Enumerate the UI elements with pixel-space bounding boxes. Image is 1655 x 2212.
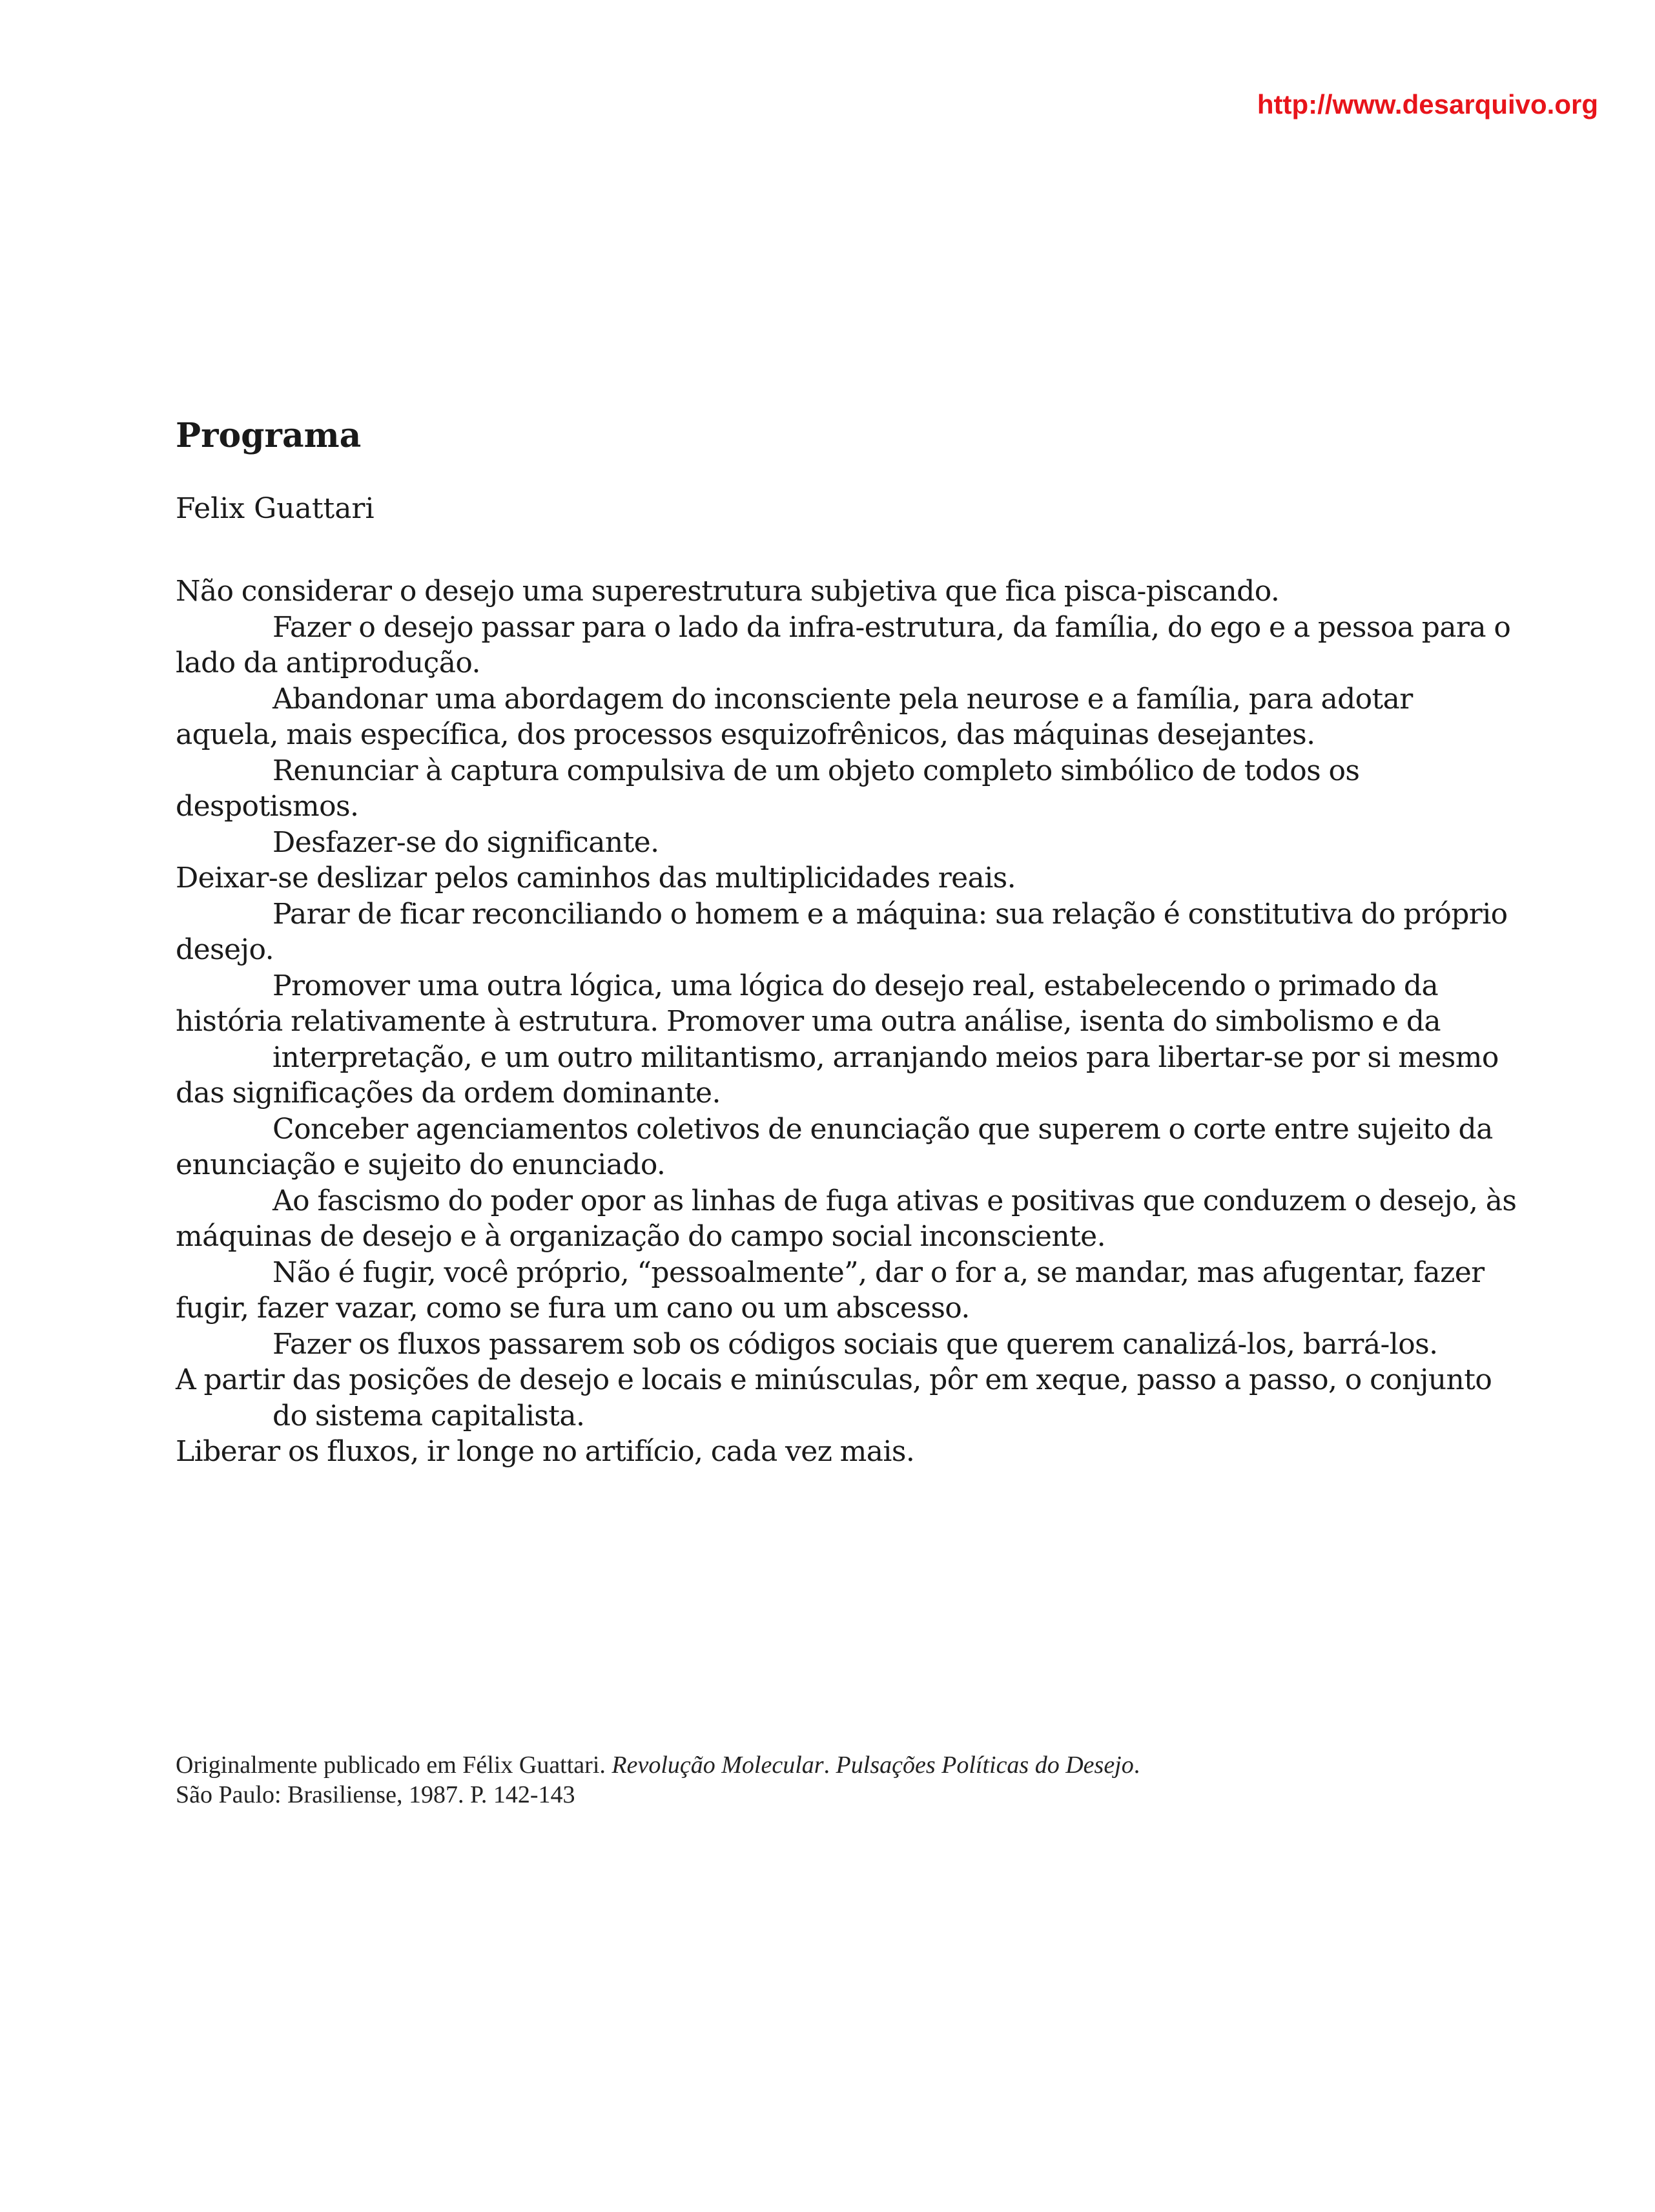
document-content — [176, 413, 1519, 1470]
citation-line-1 — [176, 1750, 1532, 1780]
paragraph: Promover uma outra lógica, uma lógica do desejo real, estabelecendo o primado da história relativamente à estrutura. Promover uma outra análise, isenta do simbolismo e da — [176, 969, 1441, 1038]
book-title: Revolução Molecular — [612, 1752, 824, 1779]
paragraph: Fazer os fluxos passarem sob os códigos sociais que querem canalizá-los, barrá-los. — [272, 1327, 1438, 1361]
citation-end: . — [1133, 1752, 1140, 1779]
paragraph: Não é fugir, você próprio, “pessoalmente”, dar o for a, se mandar, mas afugentar, fazer fugir, fazer vazar, como se fura um cano ou um abscesso. — [176, 1256, 1485, 1325]
paragraph: Ao fascismo do poder opor as linhas de fuga ativas e positivas que conduzem o desejo, às máquinas de desejo e à organização do campo social inconsciente. — [176, 1184, 1517, 1253]
paragraph: Conceber agenciamentos coletivos de enunciação que superem o corte entre sujeito da enunciação e sujeito do enunciado. — [176, 1112, 1493, 1181]
paragraph: Renunciar à captura compulsiva de um objeto completo simbólico de todos os despotismos. — [176, 754, 1360, 823]
paragraph: Não considerar o desejo uma superestrutura subjetiva que fica pisca-piscando. — [176, 575, 1280, 608]
paragraph: A partir das posições de desejo e locais e minúsculas, pôr em xeque, passo a passo, o conjunto do sistema capitalista. — [176, 1363, 1492, 1432]
paragraph: Deixar-se deslizar pelos caminhos das multiplicidades reais. — [176, 862, 1016, 894]
document-body — [176, 574, 1519, 1470]
citation-prefix: Originalmente publicado em Félix Guattari. — [176, 1752, 612, 1779]
source-citation — [176, 1750, 1532, 1810]
citation-line-2: São Paulo: Brasiliense, 1987. P. 142-143 — [176, 1781, 575, 1808]
paragraph: Liberar os fluxos, ir longe no artifício, cada vez mais. — [176, 1435, 915, 1468]
document-title: Programa — [176, 416, 362, 455]
book-subtitle: Pulsações Políticas do Desejo — [836, 1752, 1134, 1779]
document-author: Felix Guattari — [176, 492, 375, 525]
paragraph: Parar de ficar reconciliando o homem e a máquina: sua relação é constitutiva do próprio desejo. — [176, 897, 1508, 966]
site-url-link[interactable]: http://www.desarquivo.org — [1257, 89, 1598, 119]
paragraph: Fazer o desejo passar para o lado da infra-estrutura, da família, do ego e a pessoa para o lado da antiprodução. — [176, 610, 1511, 679]
paragraph: interpretação, e um outro militantismo, arranjando meios para libertar-se por si mesmo das significações da ordem dominante. — [176, 1040, 1499, 1110]
citation-separator: . — [823, 1752, 836, 1779]
paragraph: Desfazer-se do significante. — [272, 825, 659, 859]
paragraph: Abandonar uma abordagem do inconsciente pela neurose e a família, para adotar aquela, mais específica, dos processos esquizofrênicos, das máquinas desejantes. — [176, 682, 1413, 751]
